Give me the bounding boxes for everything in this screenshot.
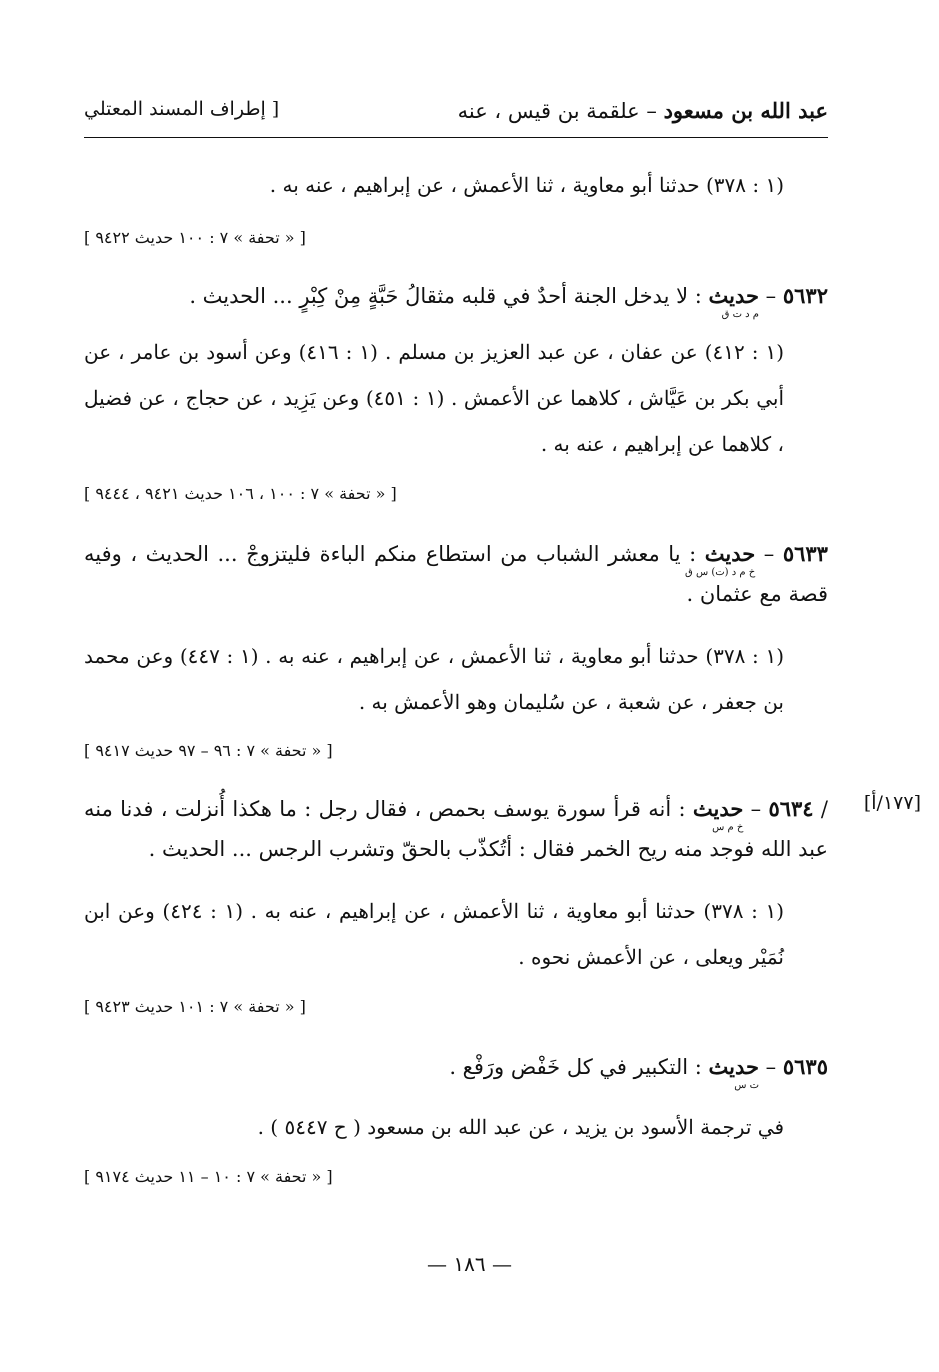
- header-title-rest: – علقمة بن قيس ، عنه: [457, 99, 664, 123]
- cross-reference-5635: في ترجمة الأسود بن يزيد ، عن عبد الله بن مسعود ( ح ٥٤٤٧ ) .: [257, 1115, 784, 1139]
- hadith-heading-5635: ٥٦٣٥ – حديث ت س : التكبير في كل خَفْض ورَفْع .: [449, 1054, 828, 1091]
- isnad-paragraph-5633: (١ : ٣٧٨) حدثنا أبو معاوية ، ثنا الأعمش ، عن إبراهيم ، عنه به . (١ : ٤٤٧) وعن محمد بن جعفر ، عن شعبة ، عن سُليمان وهو الأعمش به .: [84, 644, 785, 714]
- reference-tuhfa: [ « تحفة » ٧ : ١٠ – ١١ حديث ٩١٧٤ ]: [84, 1167, 333, 1186]
- isnad-paragraph-5632: (١ : ٤١٢) عن عفان ، عن عبد العزيز بن مسلم . (١ : ٤١٦) وعن أسود بن عامر ، عن أبي بكر بن عَيَّاش ، كلاهما عن الأعمش . (١ : ٤٥١) وعن يَزِيد ، عن حجاج ، عن فضيل ، كلاهما عن إبراهيم ، عنه به .: [84, 340, 785, 456]
- header-book-title: [ إطراف المسند المعتلي: [84, 98, 280, 120]
- hadith-keyword-text: حديث: [704, 541, 756, 566]
- hadith-number: ٥٦٣٣: [782, 541, 828, 566]
- transmitter-symbols: ت س: [734, 1080, 759, 1091]
- page-number: — ١٨٦ —: [427, 1252, 512, 1276]
- hadith-text: : التكبير في كل خَفْض ورَفْع .: [449, 1055, 702, 1079]
- reference-tuhfa: [ « تحفة » ٧ : ١٠٠ حديث ٩٤٢٢ ]: [84, 228, 306, 247]
- hadith-keyword: [685, 541, 756, 578]
- transmitter-symbols: خ م د (ت) س ق: [685, 567, 756, 578]
- hadith-keyword-text: حديث: [692, 796, 744, 821]
- hadith-number: ٥٦٣٢: [782, 283, 828, 308]
- hadith-number: ٥٦٣٤: [768, 796, 814, 821]
- hadith-keyword-text: حديث: [708, 1054, 759, 1079]
- hadith-keyword: [708, 1054, 759, 1091]
- reference-tuhfa: [ « تحفة » ٧ : ٩٦ – ٩٧ حديث ٩٤١٧ ]: [84, 741, 333, 760]
- hadith-keyword: [708, 283, 759, 320]
- reference-tuhfa: [ « تحفة » ٧ : ١٠٠ ، ١٠٦ حديث ٩٤٢١ ، ٩٤٤٤ ]: [84, 484, 397, 503]
- manuscript-folio-note: [١٧٧/أ]: [863, 792, 921, 814]
- hadith-keyword-text: حديث: [708, 283, 759, 308]
- header-title: [458, 98, 828, 123]
- header-rule: [84, 137, 828, 138]
- transmitter-symbols: خ م س: [712, 822, 744, 833]
- header-title-bold: عبد الله بن مسعود: [663, 98, 828, 123]
- hadith-heading-5632: ٥٦٣٢ – حديث م د ت ق : لا يدخل الجنة أحدٌ في قلبه مثقالُ حَبَّةٍ مِنْ كِبْرٍ ... الحديث .: [189, 283, 828, 320]
- hadith-heading-5634: / ٥٦٣٤ – حديث خ م س : أنه قرأ سورة يوسف بحمص ، فقال رجل : ما هكذا أُنزلت ، فدنا منه عبد الله فوجد منه ريح الخمر فقال : أتُكذّب بالحقّ وتشرب الرجس ... الحديث .: [84, 796, 828, 861]
- reference-tuhfa: [ « تحفة » ٧ : ١٠١ حديث ٩٤٢٣ ]: [84, 997, 306, 1016]
- isnad-paragraph-5634: (١ : ٣٧٨) حدثنا أبو معاوية ، ثنا الأعمش ، عن إبراهيم ، عنه به . (١ : ٤٢٤) وعن ابن نُمَيْر ويعلى ، عن الأعمش نحوه .: [84, 899, 784, 969]
- hadith-keyword: [692, 796, 744, 833]
- hadith-text: : لا يدخل الجنة أحدٌ في قلبه مثقالُ حَبَّةٍ مِنْ كِبْرٍ ... الحديث .: [189, 284, 702, 308]
- hadith-number: ٥٦٣٥: [782, 1054, 828, 1079]
- hadith-text: : يا معشر الشباب من استطاع منكم الباءة فليتزوجْ ... الحديث ، وفيه قصة مع عثمان .: [84, 542, 828, 606]
- running-header: [84, 98, 828, 138]
- paragraph-continuation: (١ : ٣٧٨) حدثنا أبو معاوية ، ثنا الأعمش ، عن إبراهيم ، عنه به .: [269, 173, 784, 197]
- hadith-heading-5633: ٥٦٣٣ – حديث خ م د (ت) س ق : يا معشر الشباب من استطاع منكم الباءة فليتزوجْ ... الحديث ، وفيه قصة مع عثمان .: [84, 541, 828, 606]
- hadith-text: : أنه قرأ سورة يوسف بحمص ، فقال رجل : ما هكذا أُنزلت ، فدنا منه عبد الله فوجد منه ريح الخمر فقال : أتُكذّب بالحقّ وتشرب الرجس ... الحديث .: [84, 797, 828, 861]
- transmitter-symbols: م د ت ق: [721, 309, 759, 320]
